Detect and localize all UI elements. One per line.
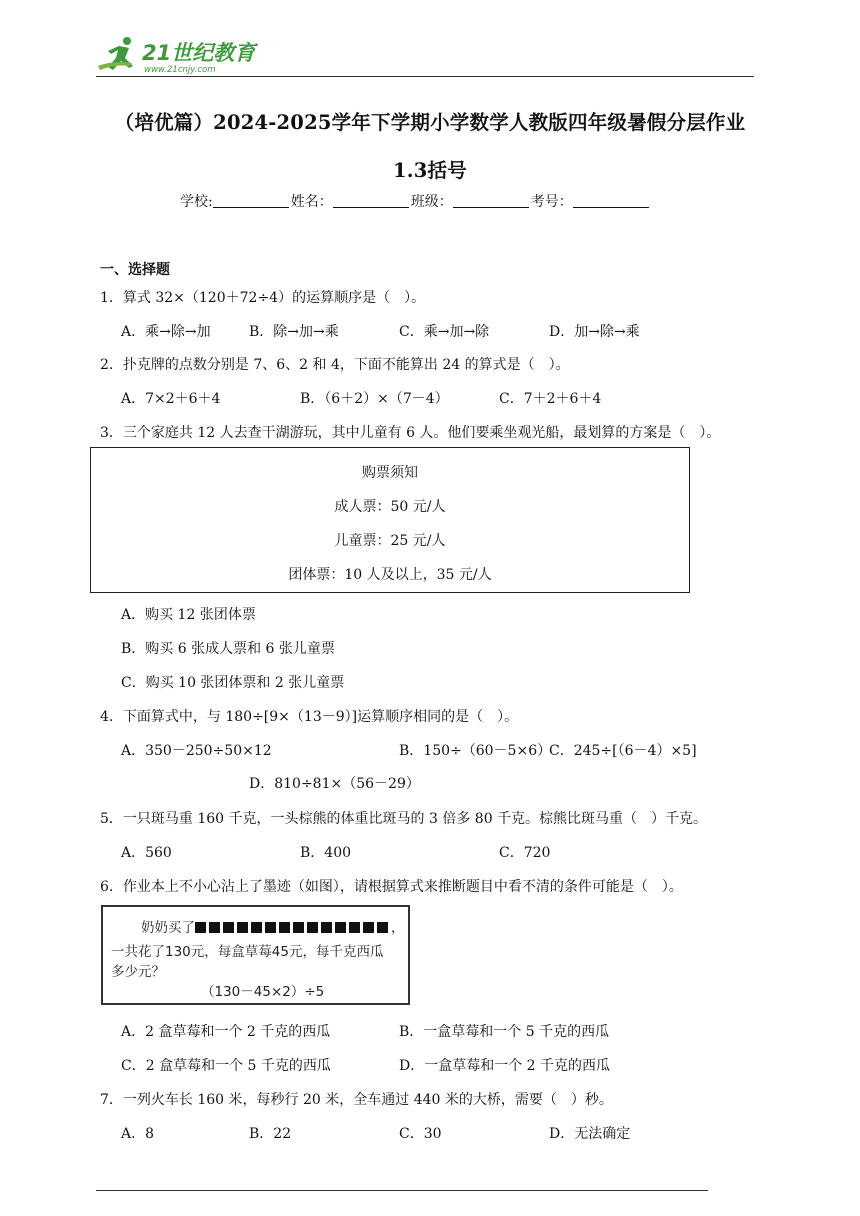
q7-option-a: A．8 [121,1126,155,1142]
ink-blot-icon [349,922,360,933]
ink-blot-icon [265,922,276,933]
logo-21cnjy [96,36,266,78]
ink-image-line-3: 多少元？ [111,964,165,980]
ink-blot-icon [293,922,304,933]
q1-option-c: C．乘→加→除 [399,324,490,340]
exam-no-blank [573,193,649,208]
q7-option-c: C．30 [399,1126,442,1142]
ink-blot-icon [237,922,248,933]
q6-option-c: C．2 盒草莓和一个 5 千克的西瓜 [121,1058,331,1074]
q7-option-d: D．无法确定 [549,1126,631,1142]
title-line-2: 1.3括号 [393,159,467,182]
q5-option-c: C．720 [499,845,551,861]
logo-sub-text: www.21cnjy.com [144,65,216,75]
ink-blot-icon [251,922,262,933]
name-label: 姓名： [290,194,333,210]
ink-image-line-2: 一共花了130元，每盒草莓45元，每千克西瓜 [111,944,384,960]
header-rule [96,76,754,77]
q4-option-d: D．810÷81×（56－29） [249,776,420,792]
q3-option-a: A．购买 12 张团体票 [121,607,256,623]
ink-blot-icon [223,922,234,933]
q2-option-c: C．7＋2＋6＋4 [499,391,602,407]
ink-blot-icon [335,922,346,933]
ink-stained-problem-image [101,905,410,1005]
q5-option-b: B．400 [300,845,352,861]
q2-option-a: A．7×2＋6＋4 [121,391,221,407]
school-label: 学校: [180,194,213,210]
ticket-notice-box [90,447,690,593]
ink-blot-icon [321,922,332,933]
q4-option-b: B．150÷（60－5×6） [399,743,552,759]
notice-adult-price: 成人票：50 元/人 [334,499,446,515]
q5-option-a: A．560 [121,845,172,861]
q4-option-c: C．245÷[（6－4）×5] [549,743,697,759]
question-7-stem: 7．一列火车长 160 米，每秒行 20 米，全车通过 440 米的大桥，需要（ ）秒。 [100,1092,613,1108]
q2-option-b: B．（6＋2）×（7－4） [300,391,449,407]
q3-option-b: B．购买 6 张成人票和 6 张儿童票 [121,641,335,657]
question-5-stem: 5．一只斑马重 160 千克，一头棕熊的体重比斑马的 3 倍多 80 千克。棕熊比斑马重（ ）千克。 [100,811,708,827]
ink-blot-icon [279,922,290,933]
notice-title: 购票须知 [362,465,418,481]
student-info-line [180,191,651,211]
ink-line-1-end: ， [391,920,405,936]
q6-option-b: B．一盒草莓和一个 5 千克的西瓜 [399,1024,610,1040]
title-line-1: （培优篇）2024-2025学年下学期小学数学人教版四年级暑假分层作业 [114,111,746,134]
runner-icon [98,37,133,70]
ink-blot-icon [209,922,220,933]
q6-option-a: A．2 盒草莓和一个 2 千克的西瓜 [121,1024,331,1040]
notice-group-price: 团体票：10 人及以上，35 元/人 [288,567,492,583]
school-blank [213,193,289,208]
class-label: 班级： [410,194,453,210]
question-2-stem: 2．扑克牌的点数分别是 7、6、2 和 4，下面不能算出 24 的算式是（ ）。 [100,357,570,373]
question-3-stem: 3．三个家庭共 12 人去查干湖游玩，其中儿童有 6 人。他们要乘坐观光船，最划算的方案是（ ）。 [100,425,721,441]
ink-blot-icon [363,922,374,933]
footer-rule [96,1190,708,1191]
question-6-stem: 6．作业本上不小心沾上了墨迹（如图），请根据算式来推断题目中看不清的条件可能是（ ）。 [100,879,683,895]
ink-image-line-1 [141,916,405,936]
name-blank [333,193,409,208]
ink-blot-icon [377,922,388,933]
logo-main-text: 21世纪教育 [142,41,256,65]
exam-no-label: 考号： [530,194,573,210]
ink-image-formula: （130－45×2）÷5 [201,984,325,1000]
q1-option-d: D．加→除→乘 [549,324,640,340]
class-blank [453,193,529,208]
notice-child-price: 儿童票：25 元/人 [334,533,446,549]
question-4-stem: 4．下面算式中，与 180÷[9×（13－9）]运算顺序相同的是（ ）。 [100,709,519,725]
q7-option-b: B．22 [249,1126,292,1142]
ink-blot-icon [307,922,318,933]
q3-option-c: C．购买 10 张团体票和 2 张儿童票 [121,675,345,691]
q1-option-a: A．乘→除→加 [121,324,211,340]
section-heading: 一、选择题 [100,262,170,278]
ink-blot-icon [195,922,206,933]
question-1-stem: 1．算式 32×（120＋72÷4）的运算顺序是（ ）。 [100,290,426,306]
q1-option-b: B．除→加→乘 [249,324,339,340]
q4-option-a: A．350－250÷50×12 [121,743,272,759]
ink-line-1-text: 奶奶买了 [141,920,195,936]
q6-option-d: D．一盒草莓和一个 2 千克的西瓜 [399,1058,611,1074]
